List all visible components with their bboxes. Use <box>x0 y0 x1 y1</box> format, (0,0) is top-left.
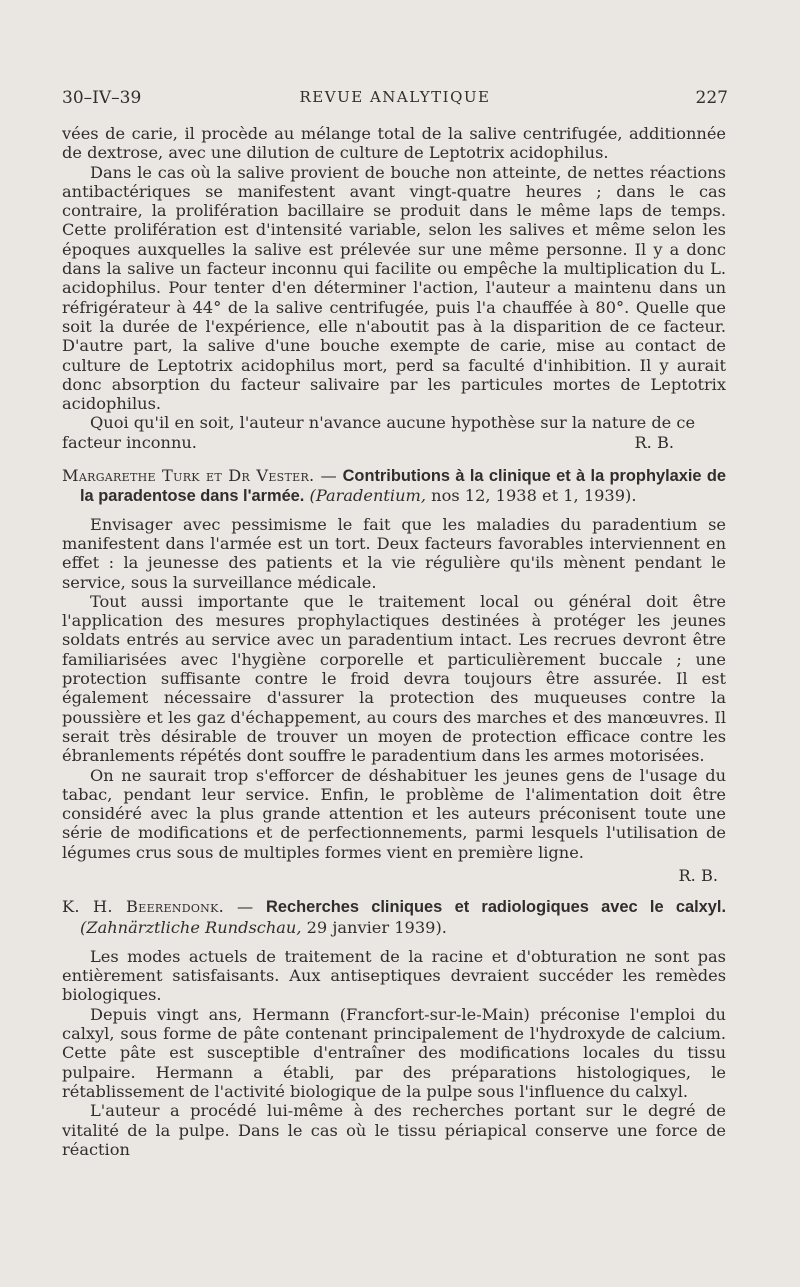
paragraph: Dans le cas où la salive provient de bouche non atteinte, de nettes réactions antibactériques se manifestent avant vingt-quatre heures ; dans le cas contraire, la prolifération bacillaire se produit dans le même laps de temps. Cette prolifération est d'intensité variable, selon les salives et même selon les époques auxquelles la salive est prélevée sur une même personne. Il y a donc dans la salive un facteur inconnu qui facilite ou empêche la multiplication du L. acidophilus. Pour tenter d'en déterminer l'action, l'auteur a maintenu dans un réfrigérateur à 44° de la salive centrifugée, puis l'a chauffée à 80°. Quelle que soit la durée de l'expérience, elle n'aboutit pas à la disparition de ce facteur. D'autre part, la salive d'une bouche exempte de carie, mise au contact de culture de Leptotrix acidophilus mort, perd sa faculté d'inhibition. Il y aurait donc absorption du facteur salivaire par les particules mortes de Leptotrix acidophilus. <box>62 162 726 414</box>
review-entry-heading <box>62 897 726 937</box>
entry-source-details: nos 12, 1938 et 1, 1939). <box>426 486 637 506</box>
paragraph: Tout aussi importante que le traitement local ou général doit être l'application des mesures prophylactiques destinées à protéger les jeunes soldats entrés au service avec un paradentium intact. Les recrues devront être familiarisées avec l'hygiène corporelle et particulièrement buccale ; une protection suffisante contre le froid devra toujours être assurée. Il est également nécessaire d'assurer la protection des muqueuses contre la poussière et les gaz d'échappement, au cours des marches et des manœuvres. Il serait très désirable de trouver un moyen de protection efficace contre les ébranlements répétés dont souffre le paradentium dans les armes motorisées. <box>62 591 726 766</box>
entry-source: (Paradentium, <box>309 486 427 506</box>
paragraph-end: facteur inconnu. <box>62 432 197 452</box>
paragraph: Les modes actuels de traitement de la racine et d'obturation ne sont pas entièrement satisfaisants. Aux antiseptiques devraient succéder les remèdes biologiques. <box>62 946 726 1005</box>
reviewer-signature: R. B. <box>634 432 674 452</box>
issue-date: 30–IV–39 <box>62 88 142 108</box>
paragraph: On ne saurait trop s'efforcer de déshabituer les jeunes gens de l'usage du tabac, pendant leur service. Enfin, le problème de l'alimentation doit être considéré avec la plus grande attention et les auteurs préconisent toute une série de modifications et de perfectionnements, parmi lesquels l'utilisation de légumes crus sous de multiples formes vient en première ligne. <box>62 765 726 862</box>
paragraph: vées de carie, il procède au mélange total de la salive centrifugée, additionnée de dextrose, avec une dilution de culture de Leptotrix acidophilus. <box>62 124 726 163</box>
entry-source-details: 29 janvier 1939). <box>301 917 447 937</box>
paragraph: Envisager avec pessimisme le fait que les maladies du paradentium se manifestent dans l'armée est un tort. Deux facteurs favorables interviennent en effet : la jeunesse des patients et la vie régulière qu'ils mènent pendant le service, sous la surveillance médicale. <box>62 514 726 592</box>
page-body <box>62 124 726 1159</box>
review-entry-heading <box>62 466 726 507</box>
entry-dash: — <box>224 897 267 917</box>
page-number: 227 <box>695 88 728 108</box>
paragraph: Depuis vingt ans, Hermann (Francfort-sur-le-Main) préconise l'emploi du calxyl, sous forme de pâte contenant principalement de l'hydroxyde de calcium. Cette pâte est susceptible d'entraîner des modifications locales du tissu pulpaire. Hermann a établi, par des préparations histologiques, le rétablissement de l'activité biologique de la pulpe sous l'influence du calxyl. <box>62 1004 726 1101</box>
closing-line <box>62 433 726 452</box>
entry-source: (Zahnärztliche Rundschau, <box>80 917 302 937</box>
paragraph: L'auteur a procédé lui-même à des recherches portant sur le degré de vitalité de la pulpe. Dans le cas où le tissu périapical conserve une force de réaction <box>62 1101 726 1159</box>
entry-dash: — <box>314 466 343 486</box>
reviewer-signature: R. B. <box>678 865 718 885</box>
entry-title: Contributions à la clinique et à la prophylaxie de la paradentose dans l'armée. <box>80 467 726 506</box>
paragraph: Quoi qu'il en soit, l'auteur n'avance aucune hypothèse sur la nature de ce <box>90 413 696 433</box>
entry-authors: K. H. Beerendonk. <box>62 897 225 917</box>
entry-authors: Margarethe Turk et Dr Vester. <box>62 466 315 486</box>
journal-title: REVUE ANALYTIQUE <box>299 88 491 106</box>
running-header <box>62 88 728 118</box>
entry-title: Recherches cliniques et radiologiques avec le calxyl. <box>266 898 727 917</box>
